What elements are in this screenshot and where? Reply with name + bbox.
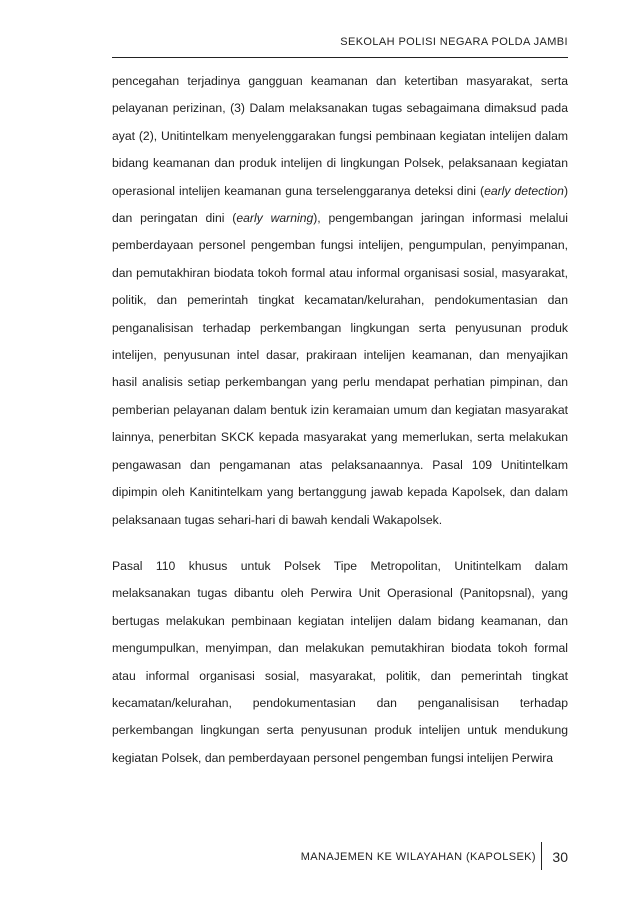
term-early-detection: early detection xyxy=(484,183,564,198)
page-number: 30 xyxy=(552,849,568,865)
running-header: SEKOLAH POLISI NEGARA POLDA JAMBI xyxy=(340,36,568,48)
paragraph-1 xyxy=(112,68,568,534)
body-text xyxy=(112,68,568,772)
paragraph-1-part-1: pencegahan terjadinya gangguan keamanan dan ketertiban masyarakat, serta pelayanan perizinan, (3) Dalam melaksanakan tugas sebagaimana dimaksud pada ayat (2), Unitintelkam menyelenggarakan fungsi pembinaan kegiatan intelijen dalam bidang keamanan dan produk intelijen di lingkungan Polsek, pelaksanaan kegiatan operasional intelijen keamanan guna terselenggaranya deteksi dini ( xyxy=(112,74,568,198)
paragraph-2: Pasal 110 khusus untuk Polsek Tipe Metropolitan, Unitintelkam dalam melaksanakan tugas dibantu oleh Perwira Unit Operasional (Panitopsnal), yang bertugas melakukan pembinaan kegiatan intelijen dalam bidang keamanan, dan mengumpulkan, menyimpan, dan melakukan pemutakhiran biodata tokoh formal atau informal organisasi sosial, masyarakat, politik, dan pemerintah tingkat kecamatan/kelurahan, pendokumentasian dan penganalisisan terhadap perkembangan lingkungan serta penyusunan produk intelijen untuk mendukung kegiatan Polsek, dan pemberdayaan personel pengemban fungsi intelijen Perwira xyxy=(112,558,568,765)
footer-title: MANAJEMEN KE WILAYAHAN (KAPOLSEK) xyxy=(300,851,536,863)
term-early-warning: early warning xyxy=(236,211,314,226)
footer-divider xyxy=(541,842,542,870)
paragraph-1-part-2: ) dan peringatan dini ( xyxy=(112,183,568,226)
header-rule xyxy=(112,57,568,58)
page-footer xyxy=(240,838,570,870)
paragraph-1-part-3: ), pengembangan jaringan informasi melalui pemberdayaan personel pengemban fungsi intelijen, pengumpulan, penyimpanan, dan pemutakhiran biodata tokoh formal atau informal organisasi sosial, masyarakat, politik, dan pemerintah tingkat kecamatan/kelurahan, pendokumentasian dan penganalisisan terhadap perkembangan lingkungan serta penyusunan produk intelijen, penyusunan intel dasar, prakiraan intelijen keamanan, dan menyajikan hasil analisis setiap perkembangan yang perlu mendapat perhatian pimpinan, dan pemberian pelayanan dalam bentuk izin keramaian umum dan kegiatan masyarakat lainnya, penerbitan SKCK kepada masyarakat yang memerlukan, serta melakukan pengawasan dan pengamanan atas pelaksanaannya. Pasal 109 Unitintelkam dipimpin oleh Kanitintelkam yang bertanggung jawab kepada Kapolsek, dan dalam pelaksanaan tugas sehari-hari di bawah kendali Wakapolsek. xyxy=(112,211,568,527)
